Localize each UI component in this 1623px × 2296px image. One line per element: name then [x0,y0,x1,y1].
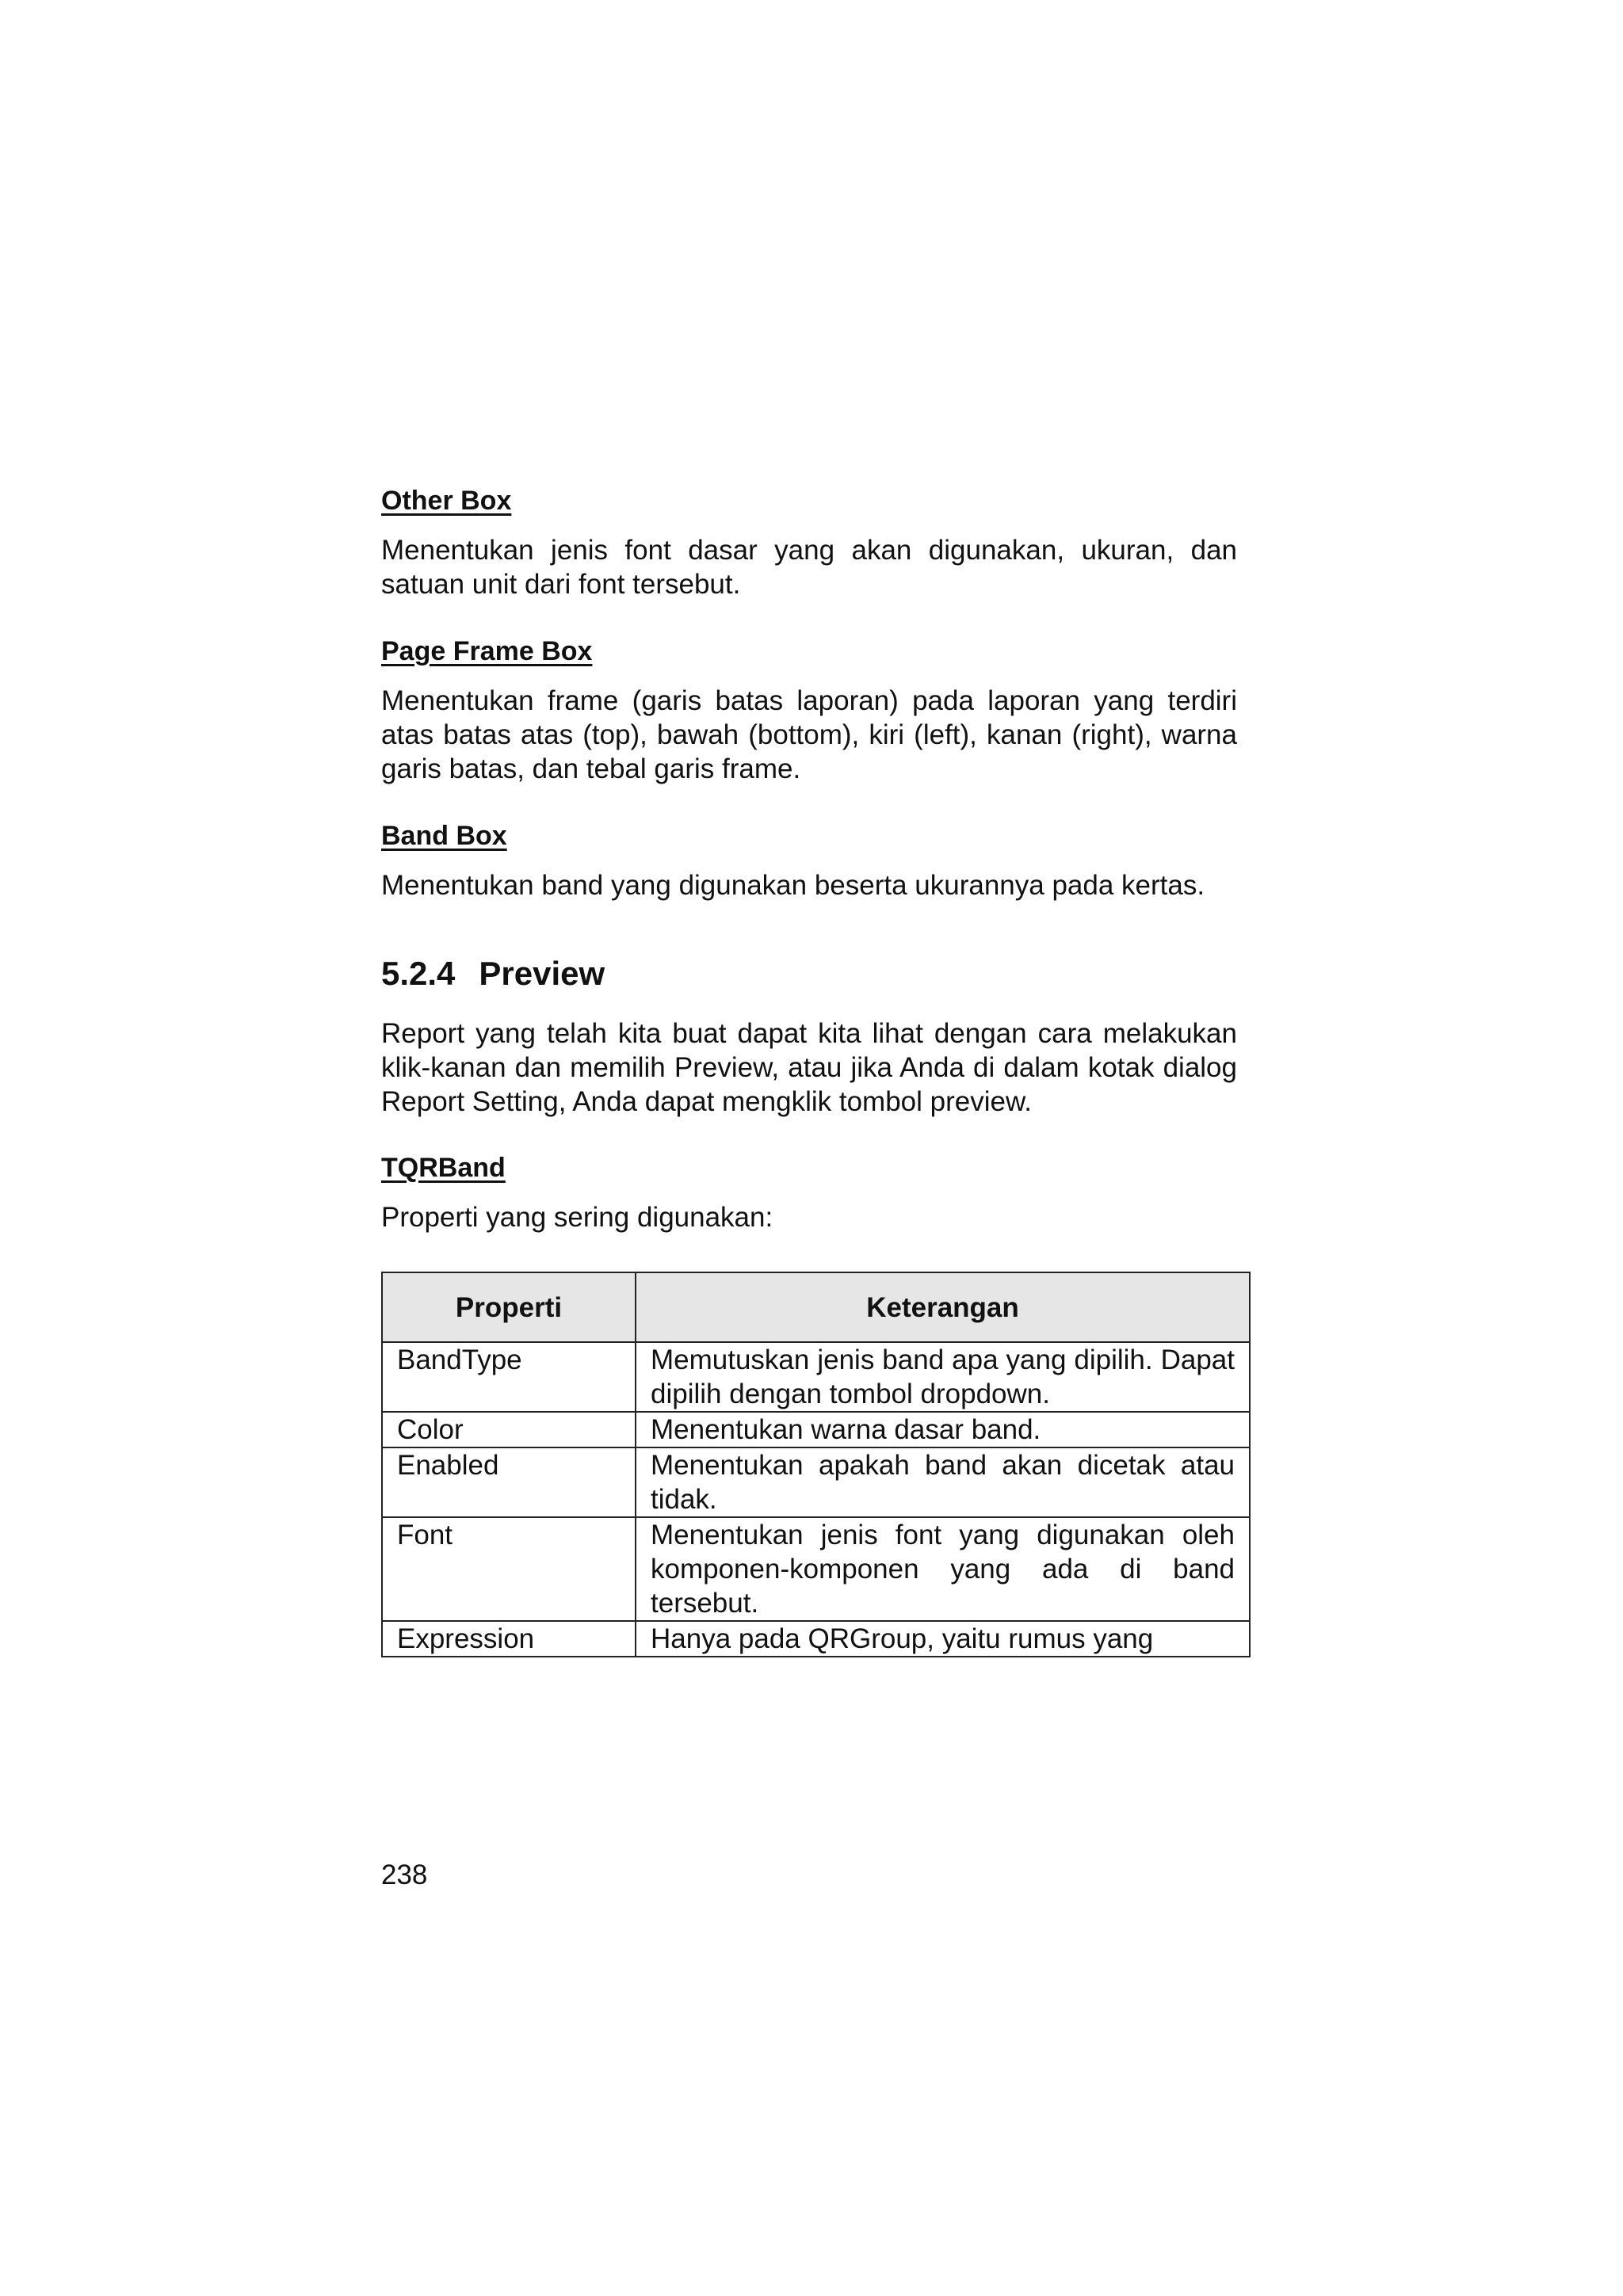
table-row [382,1517,1250,1621]
page-frame-box-heading: Page Frame Box [381,636,593,666]
section-title-text: Preview [479,955,605,992]
table-header-row [382,1272,1250,1342]
table-row [382,1447,1250,1517]
table-cell-desc: Hanya pada QRGroup, yaitu rumus yang [636,1621,1250,1657]
table-cell-prop: Enabled [382,1447,636,1517]
table-cell-desc: Menentukan warna dasar band. [636,1412,1250,1447]
band-box-heading: Band Box [381,821,507,851]
table-row [382,1621,1250,1657]
preview-text: Report yang telah kita buat dapat kita lihat dengan cara melakukan klik-kanan dan memilih Preview, atau jika Anda di dalam kotak dialog Report Setting, Anda dapat mengklik tombol preview. [381,1018,1237,1117]
page-frame-box-text: Menentukan frame (garis batas laporan) pada laporan yang terdiri atas batas atas (top), bawah (bottom), kiri (left), kanan (right), warna garis batas, dan tebal garis frame. [381,685,1237,784]
section-number: 5.2.4 [381,955,456,992]
table-cell-desc: Menentukan apakah band akan dicetak atau tidak. [636,1447,1250,1517]
table-cell-prop: BandType [382,1342,636,1412]
tqrband-text: Properti yang sering digunakan: [381,1202,773,1233]
table-cell-desc: Menentukan jenis font yang digunakan oleh komponen-komponen yang ada di band tersebut. [636,1517,1250,1621]
table-cell-prop: Font [382,1517,636,1621]
table-cell-desc: Memutuskan jenis band apa yang dipilih. Dapat dipilih dengan tombol dropdown. [636,1342,1250,1412]
other-box-heading: Other Box [381,486,512,516]
tqrband-heading: TQRBand [381,1153,506,1183]
header-properti: Properti [382,1272,636,1342]
table-row [382,1412,1250,1447]
preview-section-title [381,953,605,994]
other-box-text: Menentukan jenis font dasar yang akan digunakan, ukuran, dan satuan unit dari font tersebut. [381,535,1237,600]
table-row [382,1342,1250,1412]
table-cell-prop: Color [382,1412,636,1447]
table-cell-prop: Expression [382,1621,636,1657]
page-number: 238 [381,1859,428,1890]
band-box-text: Menentukan band yang digunakan beserta ukurannya pada kertas. [381,870,1205,901]
header-keterangan: Keterangan [636,1272,1250,1342]
properties-table [381,1272,1251,1657]
